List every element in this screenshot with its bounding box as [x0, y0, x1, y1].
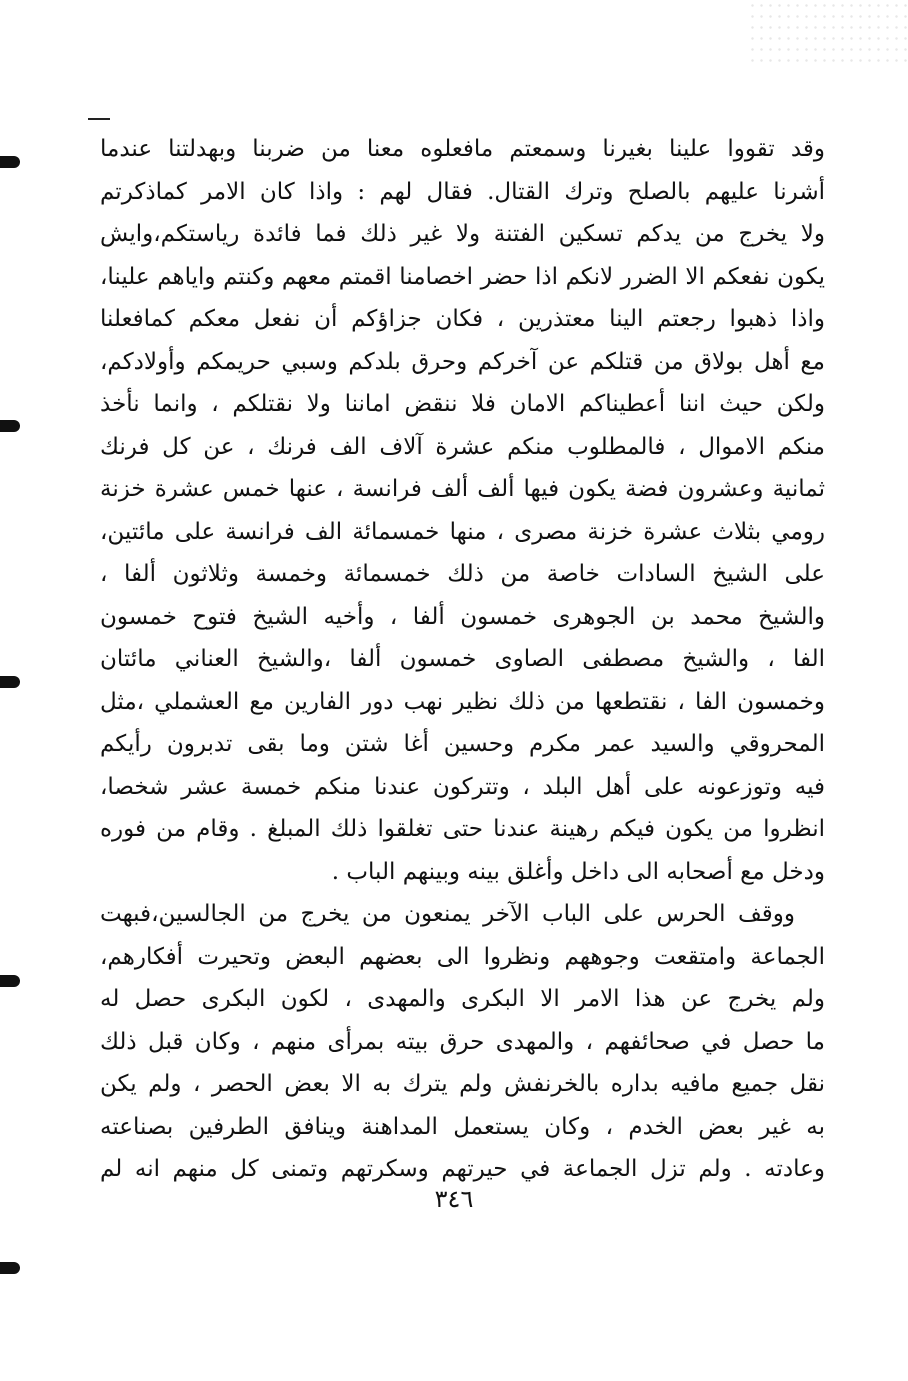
- binding-hole-mark: [0, 975, 20, 987]
- text-line: أشرنا عليهم بالصلح وترك القتال. فقال لهم : واذا كان الامر كماذكرتم: [100, 178, 825, 205]
- text-line: ما حصل في صحائفهم ، والمهدى حرق بيته بمرأى منهم ، وكان قبل ذلك: [100, 1028, 825, 1055]
- text-line: رومي بثلاث عشرة خزنة مصرى ، منها خمسمائة الف فرانسة على مائتين،: [100, 518, 825, 545]
- text-line: الجماعة وامتقعت وجوههم ونظروا الى بعضهم البعض وتحيرت أفكارهم،: [100, 943, 825, 970]
- text-line: وخمسون الفا ، نقتطعها من ذلك نظير نهب دور الفارين مع العشملي ،مثل: [100, 688, 825, 715]
- text-line: والشيخ محمد بن الجوهرى خمسون ألفا ، وأخيه الشيخ فتوح خمسون: [100, 603, 825, 630]
- binding-hole-mark: [0, 156, 20, 168]
- text-line: ثمانية وعشرون فضة يكون فيها ألف ألف فرانسة ، عنها خمس عشرة خزنة: [100, 476, 825, 502]
- text-line: المحروقي والسيد عمر مكرم وحسين أغا شتن وما بقى تدبرون رأيكم: [100, 731, 825, 757]
- text-line: نقل جميع مافيه بداره بالخرنفش ولم يترك به الا بعض الحصر ، ولم يكن: [100, 1071, 825, 1097]
- text-line: ودخل مع أصحابه الى داخل وأغلق بينه وبينهم الباب .: [331, 858, 825, 885]
- text-line: ولم يخرج عن هذا الامر الا البكرى والمهدى ، لكون البكرى حصل له: [100, 986, 825, 1012]
- text-line: انظروا من يكون فيكم رهينة عندنا حتى تغلقوا ذلك المبلغ . وقام من فوره: [100, 816, 825, 842]
- text-line: يكون نفعكم الا الضرر لانكم اذا حضر اخصامنا اقمتم معهم وكنتم واياهم علينا،: [100, 263, 825, 290]
- text-line: على الشيخ السادات خاصة من ذلك خمسمائة وخمسة وثلاثون ألفا ،: [100, 561, 825, 587]
- text-line: به غير بعض الخدم ، وكان يستعمل المداهنة وينافق الطرفين بصناعته: [100, 1113, 825, 1140]
- binding-hole-mark: [0, 676, 20, 688]
- text-line: وقد تقووا علينا بغيرنا وسمعتم مافعلوه معنا من ضربنا وبهدلتنا عندما: [100, 136, 825, 162]
- text-line: ولكن حيث اننا أعطيناكم الامان فلا ننقض اماننا ولا نقتلكم ، وانما نأخذ: [100, 391, 825, 417]
- text-line: منكم الاموال ، فالمطلوب منكم عشرة آلاف الف فرنك ، عن كل فرنك: [100, 433, 825, 460]
- page-number: ٣٤٦: [434, 1185, 474, 1213]
- text-line: وعادته . ولم تزل الجماعة في حيرتهم وسكرتهم وتمنى كل منهم انه لم: [100, 1156, 825, 1182]
- body-text: [100, 128, 825, 1191]
- text-line: فيه وتوزعونه على أهل البلد ، وتتركون عندنا منكم خمسة عشر شخصا،: [100, 773, 825, 800]
- binding-hole-mark: [0, 1262, 20, 1274]
- text-line: ووقف الحرس على الباب الآخر يمنعون من يخرج من الجالسين،فبهت: [100, 901, 795, 927]
- scan-speckle: [748, 0, 908, 70]
- text-line: مع أهل بولاق من قتلكم عن آخركم وحرق بلدكم وسبي حريمكم وأولادكم،: [100, 348, 825, 375]
- margin-mark: [88, 118, 110, 120]
- binding-hole-mark: [0, 420, 20, 432]
- text-line: ولا يخرج من يدكم تسكين الفتنة ولا غير ذلك فما فائدة رياستكم،وايش: [100, 221, 825, 247]
- text-line: واذا ذهبوا رجعتم الينا معتذرين ، فكان جزاؤكم أن نفعل معكم كمافعلنا: [100, 306, 825, 332]
- text-line: الفا ، والشيخ مصطفى الصاوى خمسون ألفا ،والشيخ العناني مائتان: [100, 646, 825, 672]
